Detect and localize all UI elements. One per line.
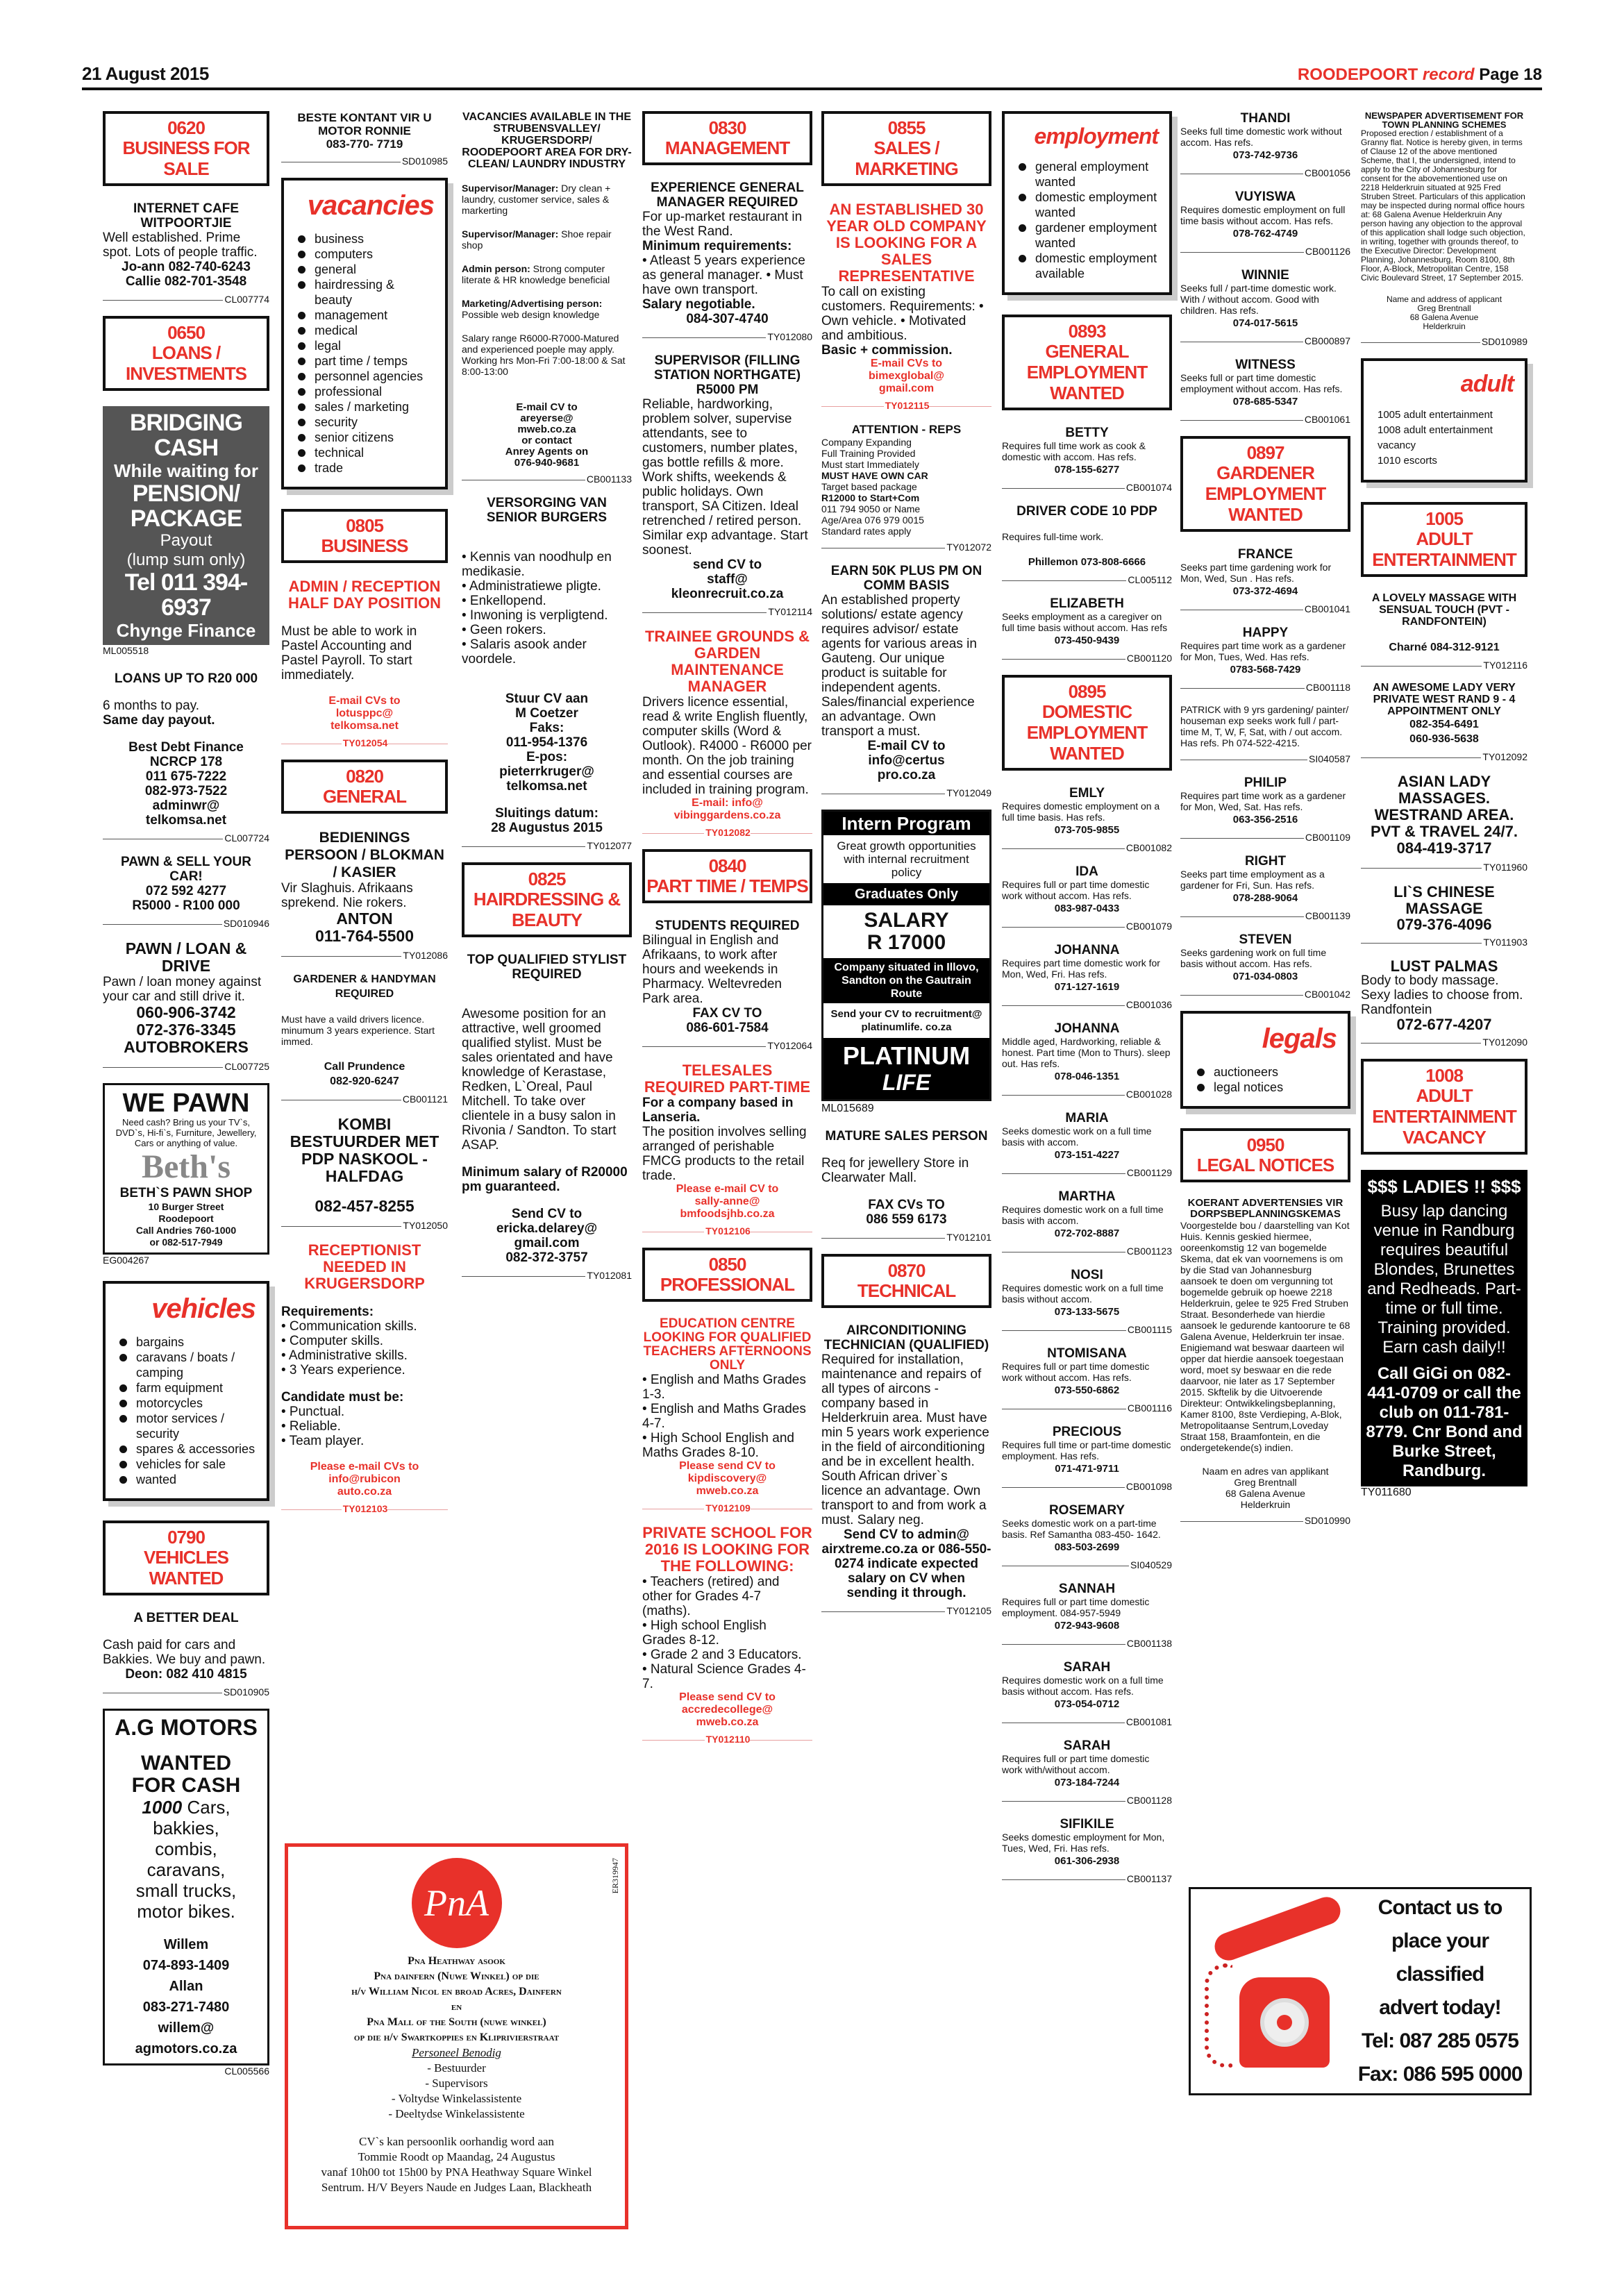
display-ad-pna: ER319947 PnA Pna Heathway asook Pna dainfern (Nuwe Winkel) op die h/v William Nicol en broad Acres, Dainfern en Pna Mall of the South (nuwe winkel) op die h/v Swartkoppies en Kliprivierstraat Personeel Benodig - Bestuurder - Supervisors - Voltydse Winkelassistente - Deeltydse Winkelassistente CV`s kan persoonlik oorhandig word aan Tommie Roodt op Maandag, 24 Augustus vanaf 10h00 tot 15h00 by PNA Heathway Square Winkel Sentrum. H/V Beyers Naude en Judges Laan, Blackheath <box>285 1843 628 2229</box>
index-vacancies: vacancies business computers general hairdressing & beauty management medical legal part time / temps personnel agencies professional sales / marketing security senior citizens technical trade <box>281 178 448 489</box>
issue-date: 21 August 2015 <box>82 63 209 84</box>
classified-ad: A BETTER DEAL Cash paid for cars and Bakkies. We buy and pawn. Deon: 082 410 4815 SD010905 <box>103 1611 269 1698</box>
classified-ad: EARN 50K PLUS PM ON COMM BASIS An established property solutions/ estate agency requires advisor/ estate agents for various areas in Gauteng. Our unique product is suitable for independent agents. Sales/financial experience an advantage. Own transport a must. E-mail CV to info@certus pro.co.za TY012049 <box>821 564 991 798</box>
index-item[interactable]: hairdressing & beauty <box>298 277 434 308</box>
legal-notice: NEWSPAPER ADVERTISEMENT FOR TOWN PLANNING SCHEMES Proposed erection / establishment of a Granny flat. Notice is hereby given, in terms of Clause 12 of the above mentioned Scheme, that I, the undersigned, intend to apply to the City of Johannesburg for consent for the abovementioned use on 2218 Helderkruin situated at 925 Fred Struben Street. Particulars of this application may be inspected during normal office hours at: 68 Galena Avenue Helderkruin Any person having any objection to the approval of this application shall lodge such objection, in writing, together with grounds thereof, to the Executive Director: Development Planning, Johannesburg, Room 8100, 8th Floor, A-Block, Metropolitan Centre, 158 Civic Boulevard Street, 17 September 2015. Name and address of applicant Greg Brentnall 68 Galena Avenue Helderkruin SD010989 <box>1361 110 1527 347</box>
category-0840: 0840 PART TIME / TEMPS <box>642 849 812 903</box>
classified-ad: IDA Requires full or part time domestic work without accom. Has refs. 083-987-0433 CB001079 <box>1002 864 1172 932</box>
index-item[interactable]: trade <box>298 460 434 476</box>
index-item[interactable]: bargains <box>119 1334 256 1350</box>
index-item[interactable]: medical <box>298 323 434 338</box>
classified-ad: SARAH Requires full or part time domestic work with/without accom. 073-184-7244 CB001128 <box>1002 1738 1172 1806</box>
classified-ad: PHILIP Requires part time work as a gardener for Mon, Wed, Sat. Has refs. 063-356-2516 CB001109 <box>1180 776 1350 843</box>
beths-logo: Beth's <box>141 1148 231 1185</box>
classified-ad: KOERANT ADVERTENSIES VIR DORPSBEPLANNINGSKEMAS Voorgestelde bou / daarstelling van Kot Huis. Kennis geskied hiermee, ooreenkomstig 12 van bogemelde Skema, dat ek van voornemens is om by die Stad van Johannesburg aansoek te doen om vergunning tot bogemelde gebruik op hoewe 2218 Helderkruin, gelee te 925 Fred Struben Straat. Besonderhede van hierdie aansoek le gedurende kantoorure te 68 Galena Avenue, Helderkruin ter insae. Enigiemand wat beswaar daarteen wil opper dat hierdie aansoek toegestaan word, moet sy beswaar en die rede daarvoor, nie later as 17 September 2015. Skftelik by die Uitvoerende Direkteur: Ontwikkelingsbeplanning, Kamer 8100, 8ste Verdieping, A-Blok, Metropolitaanse Sentrum,Loveday Straat 158, Braamfontein, en die ondergetekende(s) indien. Naam en adres van applikant Greg Brentnall 68 Galena Avenue Helderkruin SD010990 <box>1180 1197 1350 1526</box>
column-2 <box>281 111 448 1525</box>
classified-ad: FRANCE Seeks part time gardening work for Mon, Wed, Sun . Has refs. 073-372-4694 CB001041 <box>1180 547 1350 614</box>
category-0650: 0650 LOANS / INVESTMENTS <box>103 316 269 391</box>
index-employment: employment general employment wanted domestic employment wanted gardener employment wanted domestic employment available <box>1002 111 1172 295</box>
classified-ad: THANDI Seeks full time domestic work without accom. Has refs. 073-742-9736 CB001056 <box>1180 111 1350 178</box>
masthead: ROODEPOORT record Page 18 <box>1297 65 1542 84</box>
pna-logo: PnA <box>412 1858 502 1948</box>
classified-ad: ELIZABETH Seeks employment as a caregiver on full time basis without accom. Has refs 073-450-9439 CB001120 <box>1002 596 1172 664</box>
telephone-icon <box>1191 1901 1350 2081</box>
classified-ad: LI`S CHINESE MASSAGE 079-376-4096 TY011903 <box>1361 884 1527 944</box>
classified-ad: EMLY Requires domestic employment on a full time basis. Has refs. 073-705-9855 CB001082 <box>1002 786 1172 853</box>
index-item[interactable]: vehicles for sale <box>119 1457 256 1472</box>
classified-ad: WINNIE Seeks full / part-time domestic work. With / without accom. Good with children. Has refs. 074-017-5615 CB000897 <box>1180 268 1350 346</box>
classified-ad: SARAH Requires domestic work on a full time basis without accom. Has refs. 073-054-0712 CB001081 <box>1002 1660 1172 1727</box>
index-item[interactable]: farm equipment <box>119 1380 256 1396</box>
category-1005: 1005 ADULT ENTERTAINMENT <box>1361 502 1527 577</box>
index-vehicles: vehicles bargains caravans / boats / camping farm equipment motorcycles motor services / security spares & accessories vehicles for sale wanted <box>103 1281 269 1501</box>
classified-ad: PAWN / LOAN & DRIVE Pawn / loan money against your car and still drive it. 060-906-3742 072-376-3345 AUTOBROKERS CL007725 <box>103 939 269 1072</box>
index-item[interactable]: professional <box>298 384 434 399</box>
classified-ad: PAWN & SELL YOUR CAR! 072 592 4277 R5000 - R100 000 SD010946 <box>103 855 269 925</box>
classified-ad: GARDENER & HANDYMAN REQUIRED Must have a vaild drivers licence. minumum 3 years experience. Start immed. Call Prundence 082-920-6247 CB001121 <box>281 973 448 1105</box>
classified-ad: A LOVELY MASSAGE WITH SENSUAL TOUCH (PVT - RANDFONTEIN) Charné 084-312-9121 TY012116 <box>1361 592 1527 667</box>
classified-ad: LUST PALMAS Body to body massage. Sexy ladies to choose from. Randfontein 072-677-4207 TY012090 <box>1361 957 1527 1048</box>
index-item[interactable]: legal <box>298 338 434 353</box>
index-item[interactable]: management <box>298 308 434 323</box>
classified-ad: INTERNET CAFE WITPOORTJIE Well established. Prime spot. Lots of people traffic. Jo-ann 082-740-6243 Callie 082-701-3548 CL007774 <box>103 201 269 305</box>
display-ad-contact: Contact us to place your classified advert today! Tel: 087 285 0575 Fax: 086 595 0000 <box>1189 1887 1532 2095</box>
classified-ad: STEVEN Seeks gardening work on full time basis without accom. Has refs. 071-034-0803 CB001042 <box>1180 932 1350 1000</box>
category-0893: 0893 GENERAL EMPLOYMENT WANTED <box>1002 315 1172 410</box>
category-1008: 1008 ADULT ENTERTAINMENT VACANCY <box>1361 1059 1527 1155</box>
index-adult: adult 1005 adult entertainment 1008 adult entertainment vacancy 1010 escorts <box>1361 358 1527 483</box>
category-0820: 0820 GENERAL <box>281 760 448 814</box>
index-item[interactable]: business <box>298 231 434 246</box>
classified-ad: MATURE SALES PERSON Req for jewellery Store in Clearwater Mall. FAX CVs TO 086 559 6173 TY012101 <box>821 1129 991 1243</box>
classified-ad: VACANCIES AVAILABLE IN THE STRUBENSVALLEY/ KRUGERSDORP/ ROODEPOORT AREA FOR DRY-CLEAN/ LAUNDRY INDUSTRY Supervisor/Manager: Dry clean + laundry, customer service, sales & markerting Supervisor/Manager: Shoe repair shop Admin person: Strong computer literate & HR knowledge beneficial Marketing/Advertising person: Possible web design knowledge Salary range R6000-R7000-Matured and experienced poeple may apply. Working hrs Mon-Fri 7:00-18:00 & Sat 8:00-13:00 E-mail CV to areyerse@ mweb.co.za or contact Anrey Agents on 076-940-9681 CB001133 <box>462 111 632 485</box>
index-item[interactable]: security <box>298 414 434 430</box>
classified-ad: SIFIKILE Seeks domestic employment for Mon, Tues, Wed, Fri. Has refs. 061-306-2938 CB001137 <box>1002 1817 1172 1884</box>
display-ad-bridging-cash: BRIDGING CASH While waiting for PENSION/ PACKAGE Payout (lump sum only) Tel 011 394-6937 Chynge Finance ML005518 <box>103 406 269 656</box>
classified-ad: RECEPTIONIST NEEDED IN KRUGERSDORP Requirements: • Communication skills. • Computer skills. • Administrative skills. • 3 Years experience. Candidate must be: • Punctual. • Reliable. • Team player. Please e-mail CVs to info@rubicon auto.co.za TY012103 <box>281 1242 448 1510</box>
classified-ad: ADMIN / RECEPTION HALF DAY POSITION Must be able to work in Pastel Accounting and Pastel Payroll. To start immediately. E-mail CVs to lotusppc@ telkomsa.net TY012054 <box>281 578 448 744</box>
classified-ad: VERSORGING VAN SENIOR BURGERS • Kennis van noodhulp en medikasie. • Administratiewe pligte. • Enkellopend. • Inwoning is verpligtend. • Geen rokers. • Salaris asook ander voordele. Stuur CV aan M Coetzer Faks: 011-954-1376 E-pos: pieterrkruger@ telkomsa.net Sluitings datum: 28 Augustus 2015 TY012077 <box>462 496 632 851</box>
column-8: NEWSPAPER ADVERTISEMENT FOR TOWN PLANNING SCHEMES Proposed erection / establishment of a Granny flat. Notice is hereby given, in terms of Clause 12 of the above mentioned Scheme, that I, the undersigned, intend to apply to the City of Johannesburg for consent for the abovementioned use on 2218 Helderkruin situated at 925 Fred Struben Street. Particulars of this application may be inspected during normal office hours at: 68 Galena Avenue Helderkruin Any person having any objection to the approval of this application shall lodge such objection, in writing, together with grounds thereof, to the Executive Director: Development Planning, Johannesburg, Room 8100, 8th Floor, A-Block, Metropolitan Centre, 158 Civic Boulevard Street, 17 September 2015. Name and address of applicant Greg Brentnall 68 Galena Avenue Helderkruin SD010989 adult 1005 adult entertainment 1008 adult entertainment vacancy 1010 escorts 1005 ADULT ENTERTAINMENT A LOVELY MASSAGE WITH SENSUAL TOUCH (PVT - RANDFONTEIN) Charné 084-312-9121 TY012116 AN AWESOME LADY VERY PRIVATE WEST RAND 9 - 4 APPOINTMENT ONLY 082-354-6491 060-936-5638 TY012092 ASIAN LADY MASSAGES. WESTRAND AREA. PVT & TRAVEL 24/7. 084-419-3717 TY011960 LI`S CHINESE MASSAGE 079-376-4096 TY011903 LUST PALMAS Body to body massage. Sexy ladies to choose from. Randfontein 072-677-4207 TY012090 1008 ADULT ENTERTAINMENT VACANCY $$$ LADIES !! $$$ Busy lap dancing venue in Randburg requires beautiful Blondes, Brunettes and Redheads. Part-time or full time. Training provided. Earn cash daily!! Call GiGi on 082-441-0709 or call the club on 011-781-8779. Cnr Bond and Burke Street, Randburg. TY011680 <box>1361 110 1527 1498</box>
classified-ad: NTOMISANA Requires full or part time domestic work without accom. Has refs. 073-550-6862 CB001116 <box>1002 1346 1172 1414</box>
classified-ad: JOHANNA Middle aged, Hardworking, reliable & honest. Part time (Mon to Thurs). sleep out. Has refs. 078-046-1351 CB001028 <box>1002 1021 1172 1100</box>
category-0870: 0870 TECHNICAL <box>821 1254 991 1308</box>
classified-ad: HAPPY Requires part time work as a gardener for Mon, Tues, Wed. Has refs. 0783-568-7429 CB001118 <box>1180 626 1350 693</box>
classified-ad: MARTHA Requires domestic work on a full time basis with accom. 072-702-8887 CB001123 <box>1002 1189 1172 1257</box>
index-item[interactable]: spares & accessories <box>119 1441 256 1457</box>
index-item[interactable]: motor services / security <box>119 1411 256 1441</box>
page-number: Page 18 <box>1479 65 1542 84</box>
classified-ad: BESTE KONTANT VIR U MOTOR RONNIE 083-770- 7719 SD010985 <box>281 111 448 162</box>
index-item[interactable]: general <box>298 262 434 277</box>
classified-ad: LOANS UP TO R20 000 6 months to pay. Same day payout. Best Debt Finance NCRCP 178 011 675-7222 082-973-7522 adminwr@ telkomsa.net CL007724 <box>103 671 269 844</box>
classified-ad: SANNAH Requires full or part time domestic employment. 084-957-5949 072-943-9608 CB001138 <box>1002 1582 1172 1649</box>
display-ad-we-pawn: WE PAWN Need cash? Bring us your TV`s, DVD`s, Hi-fi`s, Furniture, Jewellery, Cars or anything of value. Beth's BETH`S PAWN SHOP 10 Burger Street Roodepoort Call Andries 760-1000 or 082-517-7949 EG004267 <box>103 1083 269 1266</box>
index-item[interactable]: senior citizens <box>298 430 434 445</box>
index-item[interactable]: gardener employment wanted <box>1019 220 1158 251</box>
classified-ad: TOP QUALIFIED STYLIST REQUIRED Awesome position for an attractive, well groomed qualified stylist. Must be sales orientated and have knowledge of Kerastase, Redken, L`Oreal, Paul Mitchell. To take over clientele in a busy salon in Rivonia / Sandton. To start ASAP. Minimum salary of R20000 pm guaranteed. Send CV to ericka.delarey@ gmail.com 082-372-3757 TY012081 <box>462 953 632 1281</box>
category-0825: 0825 HAIRDRESSING & BEAUTY <box>462 862 632 937</box>
classified-ad: VUYISWA Requires domestic employment on full time basis without accom. Has refs. 078-762-4749 CB001126 <box>1180 190 1350 257</box>
page-header <box>82 62 1542 90</box>
classified-ad: ASIAN LADY MASSAGES. WESTRAND AREA. PVT & TRAVEL 24/7. 084-419-3717 TY011960 <box>1361 773 1527 869</box>
contact-fax: Fax: 086 595 0000 <box>1357 2063 1523 2086</box>
index-item[interactable]: sales / marketing <box>298 399 434 414</box>
index-item[interactable]: auctioneers <box>1197 1064 1337 1080</box>
index-item[interactable]: 1005 adult entertainment <box>1378 409 1493 421</box>
classified-ad: PRIVATE SCHOOL FOR 2016 IS LOOKING FOR THE FOLLOWING: • Teachers (retired) and other for Grades 4-7 (maths). • High school English Grades 8-12. • Grade 2 and 3 Educators. • Natural Science Grades 4-7. Please send CV to accredecollege@ mweb.co.za TY012110 <box>642 1524 812 1745</box>
classified-ad: STUDENTS REQUIRED Bilingual in English and Afrikaans, to work after hours and weekends in Pharmacy. Weltevreden Park area. FAX CV TO 086-601-7584 TY012064 <box>642 919 812 1051</box>
index-item[interactable]: part time / temps <box>298 353 434 369</box>
index-item[interactable]: legal notices <box>1197 1080 1337 1095</box>
display-ad-ag-motors: A.G MOTORS WANTED FOR CASH 1000 Cars, bakkies, combis, caravans, small trucks, motor bikes. Willem 074-893-1409 Allan 083-271-7480 willem@ agmotors.co.za CL005566 <box>103 1709 269 2077</box>
display-ad-platinum-life: Intern Program Great growth opportunities with internal recruitment policy Graduates Only SALARY R 17000 Company situated in Illovo, Sandton on the Gautrain Route Send your CV to recruitment@ platinumlife. co.za PLATINUM LIFE <box>821 810 991 1101</box>
index-item[interactable]: 1010 escorts <box>1378 455 1437 467</box>
category-0855: 0855 SALES / MARKETING <box>821 111 991 186</box>
category-0830: 0830 MANAGEMENT <box>642 111 812 165</box>
column-4 <box>642 111 812 1756</box>
classified-ad: EXPERIENCE GENERAL MANAGER REQUIRED For up-market restaurant in the West Rand. Minimum requirements: • Atleast 5 years experience as general manager. • Must have own transport. Salary negotiable. 084-307-4740 TY012080 <box>642 181 812 342</box>
index-item[interactable]: general employment wanted <box>1019 159 1158 190</box>
category-0850: 0850 PROFESSIONAL <box>642 1248 812 1302</box>
index-item[interactable]: wanted <box>119 1472 256 1487</box>
contact-phone[interactable]: Tel: 087 285 0575 <box>1362 2029 1518 2052</box>
index-item[interactable]: motorcycles <box>119 1396 256 1411</box>
category-0790: 0790 VEHICLES WANTED <box>103 1520 269 1595</box>
classified-ad: EDUCATION CENTRE LOOKING FOR QUALIFIED TEACHERS AFTERNOONS ONLY • English and Maths Grades 1-3. • English and Maths Grades 4-7. • High School English and Maths Grades 8-10. Please send CV to kipdiscovery@ mweb.co.za TY012109 <box>642 1316 812 1514</box>
index-item[interactable]: 1008 adult entertainment vacancy <box>1378 424 1493 451</box>
classified-ad: AN AWESOME LADY VERY PRIVATE WEST RAND 9 - 4 APPOINTMENT ONLY 082-354-6491 060-936-5638 TY012092 <box>1361 682 1527 758</box>
classified-ad: BETTY Requires full time work as cook & domestic with accom. Has refs. 078-155-6277 CB001074 <box>1002 426 1172 493</box>
classified-ad: ATTENTION - REPS Company Expanding Full Training Provided Must start Immediately MUST HAVE OWN CAR Target based package R12000 to Start+Com 011 794 9050 or Name Age/Area 076 979 0015 Standard rates apply TY012072 <box>821 423 991 553</box>
category-0950: 0950 LEGAL NOTICES <box>1180 1128 1350 1182</box>
classified-ad: WITNESS Seeks full or part time domestic employment without accom. Has refs. 078-685-5347 CB001061 <box>1180 358 1350 425</box>
classified-ad: AIRCONDITIONING TECHNICIAN (QUALIFIED) Required for installation, maintenance and repairs of all types of aircons - company based in Helderkruin area. Must have min 5 years work experience in the field of airconditioning and be in excellent health. South African driver`s licence an advantage. Own transport to and from work a must. Salary neg. Send CV to admin@ airxtreme.co.za or 086-550-0274 indicate expected salary on CV when sending it through. TY012105 <box>821 1323 991 1616</box>
category-0620: 0620 BUSINESS FOR SALE <box>103 111 269 186</box>
index-item[interactable]: computers <box>298 246 434 262</box>
classified-ad: SUPERVISOR (FILLING STATION NORTHGATE) R5000 PM Reliable, hardworking, problem solver, supervise attendants, see to customers, number plates, gas bottle refills & more. Work shifts, weekends & public holidays. Own transport, SA Citizen. Ideal retrenched / retired person. Similar exp advantage. Start soonest. send CV to staff@ kleonrecruit.co.za TY012114 <box>642 353 812 617</box>
index-item[interactable]: technical <box>298 445 434 460</box>
classified-ad: JOHANNA Requires part time domestic work for Mon, Wed, Fri. Has refs. 071-127-1619 CB001036 <box>1002 943 1172 1010</box>
column-3 <box>462 111 632 1292</box>
category-0897: 0897 GARDENER EMPLOYMENT WANTED <box>1180 436 1350 532</box>
column-7 <box>1180 111 1350 1537</box>
classified-ad: PATRICK with 9 yrs gardening/ painter/ houseman exp seeks work full / part-time M, T, W, F, Sat, with / out accom. Has refs. Ph 074-522-4215. SI040587 <box>1180 704 1350 764</box>
index-item[interactable]: domestic employment wanted <box>1019 190 1158 220</box>
display-ad-ladies: $$$ LADIES !! $$$ Busy lap dancing venue in Randburg requires beautiful Blondes, Brunettes and Redheads. Part-time or full time. Training provided. Earn cash daily!! Call GiGi on 082-441-0709 or call the club on 011-781-8779. Cnr Bond and Burke Street, Randburg. <box>1361 1170 1527 1486</box>
category-0895: 0895 DOMESTIC EMPLOYMENT WANTED <box>1002 675 1172 771</box>
classified-ad: MARIA Seeks domestic work on a full time basis with accom. 073-151-4227 CB001129 <box>1002 1111 1172 1178</box>
classified-ad: ROSEMARY Seeks domestic work on a part-time basis. Ref Samantha 083-450- 1642. 083-503-2699 SI040529 <box>1002 1503 1172 1570</box>
classified-ad: PRECIOUS Requires full time or part-time domestic employment. Has refs. 071-471-9711 CB001098 <box>1002 1425 1172 1492</box>
index-legals: legals auctioneers legal notices <box>1180 1011 1350 1109</box>
column-5: 0855 SALES / MARKETING AN ESTABLISHED 30 YEAR OLD COMPANY IS LOOKING FOR A SALES REPRESENTATIVE To call on existing customers. Requirements: • Own vehicle. • Motivated and ambitious. Basic + commission. E-mail CVs to bimexglobal@ gmail.com TY012115 ATTENTION - REPS Company Expanding Full Training Provided Must start Immediately MUST HAVE OWN CAR Target based package R12000 to Start+Com 011 794 9050 or Name Age/Area 076 979 0015 Standard rates apply TY012072 EARN 50K PLUS PM ON COMM BASIS An established property solutions/ estate agency requires advisor/ estate agents for various areas in Gauteng. Our unique product is suitable for independent agents. Sales/financial experience an advantage. Own transport a must. E-mail CV to info@certus pro.co.za TY012049 Intern Program Great growth opportunities with internal recruitment policy Graduates Only SALARY R 17000 Company situated in Illovo, Sandton on the Gautrain Route Send your CV to recruitment@ platinumlife. co.za PLATINUM LIFE ML015689 MATURE SALES PERSON Req for jewellery Store in Clearwater Mall. FAX CVs TO 086 559 6173 TY012101 0870 TECHNICAL AIRCONDITIONING TECHNICIAN (QUALIFIED) Required for installation, maintenance and repairs of all types of aircons - company based in Helderkruin area. Must have min 5 years work experience in the field of airconditioning and be in excellent health. South African driver`s licence an advantage. Own transport to and from work a must. Salary neg. Send CV to admin@ airxtreme.co.za or 086-550-0274 indicate expected salary on CV when sending it through. TY012105 <box>821 111 991 1627</box>
index-item[interactable]: domestic employment available <box>1019 251 1158 281</box>
classified-ad: TELESALES REQUIRED PART-TIME For a company based in Lanseria. The position involves selling arranged of perishable FMCG products to the retail trade. Please e-mail CV to sally-anne@ bmfoodsjhb.co.za TY012106 <box>642 1062 812 1232</box>
classified-ad: DRIVER CODE 10 PDP Requires full-time work. Phillemon 073-808-6666 CL005112 <box>1002 504 1172 585</box>
category-0805: 0805 BUSINESS <box>281 509 448 563</box>
classified-ad: KOMBI BESTUURDER MET PDP NASKOOL - HALFDAG 082-457-8255 TY012050 <box>281 1116 448 1227</box>
index-item[interactable]: personnel agencies <box>298 369 434 384</box>
classified-ad: BEDIENINGS PERSOON / BLOKMAN / KASIER Vir Slaghuis. Afrikaans sprekend. Nie rokers. ANTON 011-764-5500 TY012086 <box>281 830 448 961</box>
classified-ad: TRAINEE GROUNDS & GARDEN MAINTENANCE MANAGER Drivers licence essential, read & write English fluently, computer skills (Word & Outlook). R4000 - R6000 per month. On the job training and essential courses are included in training program. E-mail: info@ vibinggardens.co.za TY012082 <box>642 628 812 838</box>
classified-ad: RIGHT Seeks part time employment as a gardener for Fri, Sun. Has refs. 078-288-9064 CB001139 <box>1180 854 1350 921</box>
index-item[interactable]: caravans / boats / camping <box>119 1350 256 1380</box>
column-6 <box>1002 111 1172 1895</box>
column-1 <box>103 111 269 2092</box>
classified-ad: AN ESTABLISHED 30 YEAR OLD COMPANY IS LOOKING FOR A SALES REPRESENTATIVE To call on existing customers. Requirements: • Own vehicle. • Motivated and ambitious. Basic + commission. E-mail CVs to bimexglobal@ gmail.com TY012115 <box>821 201 991 407</box>
classified-ad: NOSI Requires domestic work on a full time basis without accom. 073-133-5675 CB001115 <box>1002 1268 1172 1335</box>
